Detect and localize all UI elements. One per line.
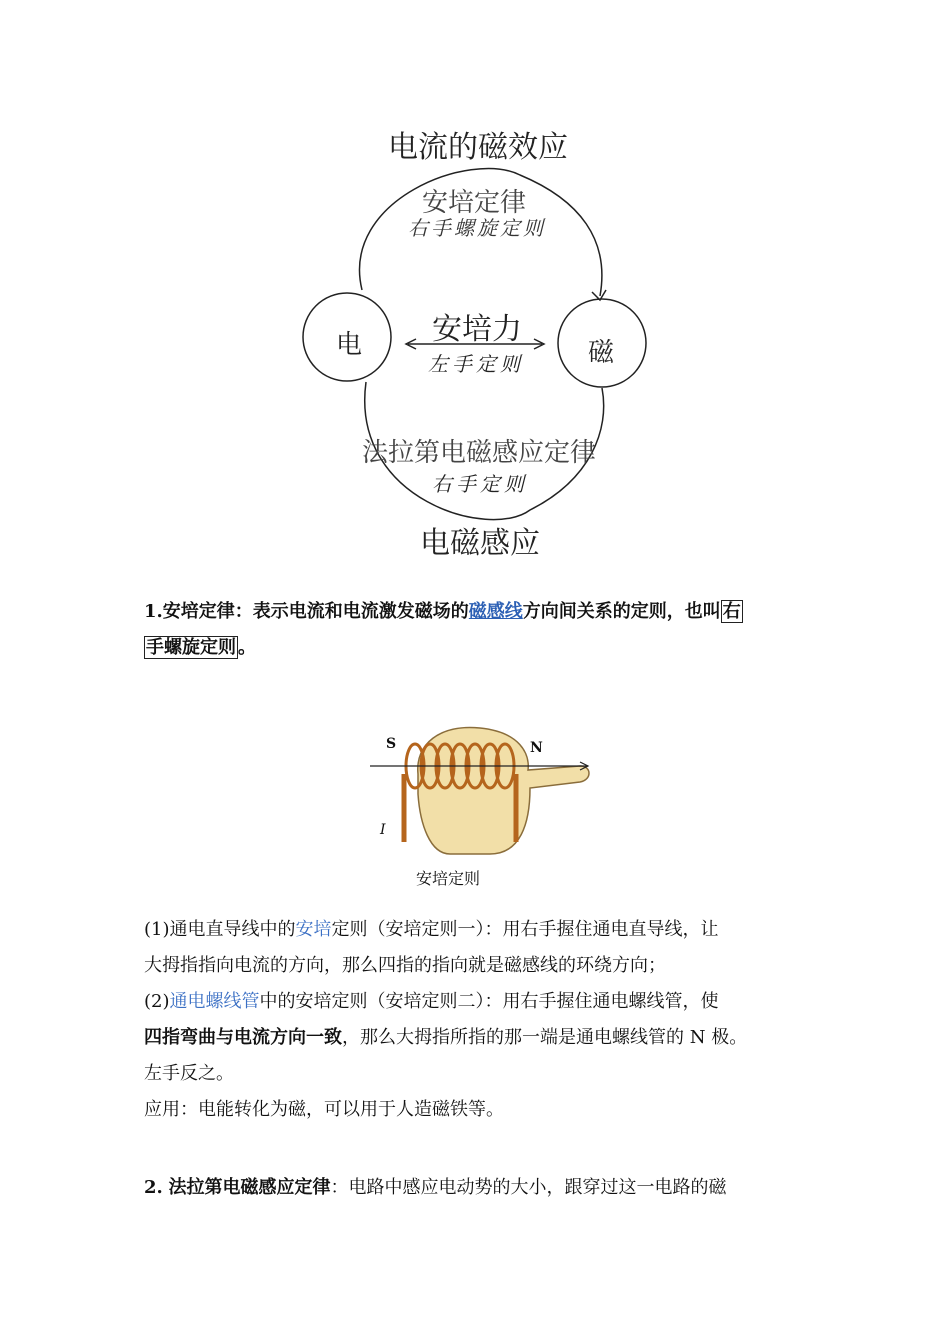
- section-1-detail: [144, 912, 814, 1128]
- detail-line-1-a: (1)通电直导线中的: [144, 919, 296, 940]
- center-sublabel: 左手定则: [428, 352, 524, 376]
- detail-line-3-a: (2): [144, 991, 170, 1012]
- section-1-suffix: 。: [238, 637, 256, 658]
- top-arc-label: 安培定律: [422, 188, 527, 218]
- hand-coil-illustration: [370, 714, 600, 864]
- top-arc-sublabel: 右手螺旋定则: [408, 216, 546, 240]
- detail-line-6: 应用：电能转化为磁，可以用于人造磁铁等。: [144, 1099, 504, 1120]
- diagram-title: 电流的磁效应: [388, 130, 568, 165]
- diagram-bottom-title: 电磁感应: [420, 526, 540, 561]
- bottom-arc-label: 法拉第电磁感应定律: [362, 438, 597, 468]
- section-2-heading: [144, 1170, 814, 1206]
- detail-line-3: [144, 984, 814, 1020]
- south-pole-label: S: [386, 736, 397, 752]
- ampere-link[interactable]: 安培: [295, 919, 332, 940]
- section-1-middle: 方向间关系的定则，也叫: [522, 601, 721, 622]
- center-label: 安培力: [432, 312, 522, 347]
- hand-shape: [418, 727, 589, 854]
- right-hand-rule-figure: [370, 714, 600, 894]
- figure-caption: 安培定则: [416, 869, 481, 888]
- detail-line-5: 左手反之。: [144, 1063, 234, 1084]
- right-circle-label: 磁: [588, 338, 615, 368]
- section-2-bold: 法拉第电磁感应定律: [168, 1177, 331, 1198]
- north-pole-label: N: [530, 740, 543, 756]
- detail-line-1-b: 定则（安培定则一）：用右手握住通电直导线，让: [331, 919, 719, 940]
- left-circle-label: 电: [336, 330, 363, 360]
- solenoid-link[interactable]: 通电螺线管: [169, 991, 260, 1012]
- magnetic-field-lines-link[interactable]: 磁感线: [468, 601, 523, 622]
- detail-line-2: 大拇指指向电流的方向，那么四指的指向就是磁感线的环绕方向；: [144, 955, 666, 976]
- detail-line-4-b: ，那么大拇指所指的那一端是通电螺线管的 N 极。: [342, 1027, 748, 1048]
- detail-line-4: [144, 1020, 814, 1056]
- section-2-number: 2.: [144, 1177, 163, 1198]
- detail-line-3-b: 中的安培定则（安培定则二）：用右手握住通电螺线管，使: [259, 991, 719, 1012]
- bottom-arc-sublabel: 右手定则: [432, 472, 528, 496]
- current-label: I: [380, 822, 386, 838]
- boxed-term-2: 手螺旋定则: [146, 637, 236, 658]
- section-1-heading: [144, 594, 814, 666]
- detail-line-1: [144, 912, 814, 948]
- concept-diagram: [280, 110, 670, 560]
- section-1-prefix: 1.安培定律：表示电流和电流激发磁场的: [144, 601, 469, 622]
- section-2-text: ：电路中感应电动势的大小，跟穿过这一电路的磁: [330, 1177, 727, 1198]
- detail-line-4-bold: 四指弯曲与电流方向一致: [144, 1027, 342, 1048]
- boxed-term-1: 右: [722, 601, 741, 622]
